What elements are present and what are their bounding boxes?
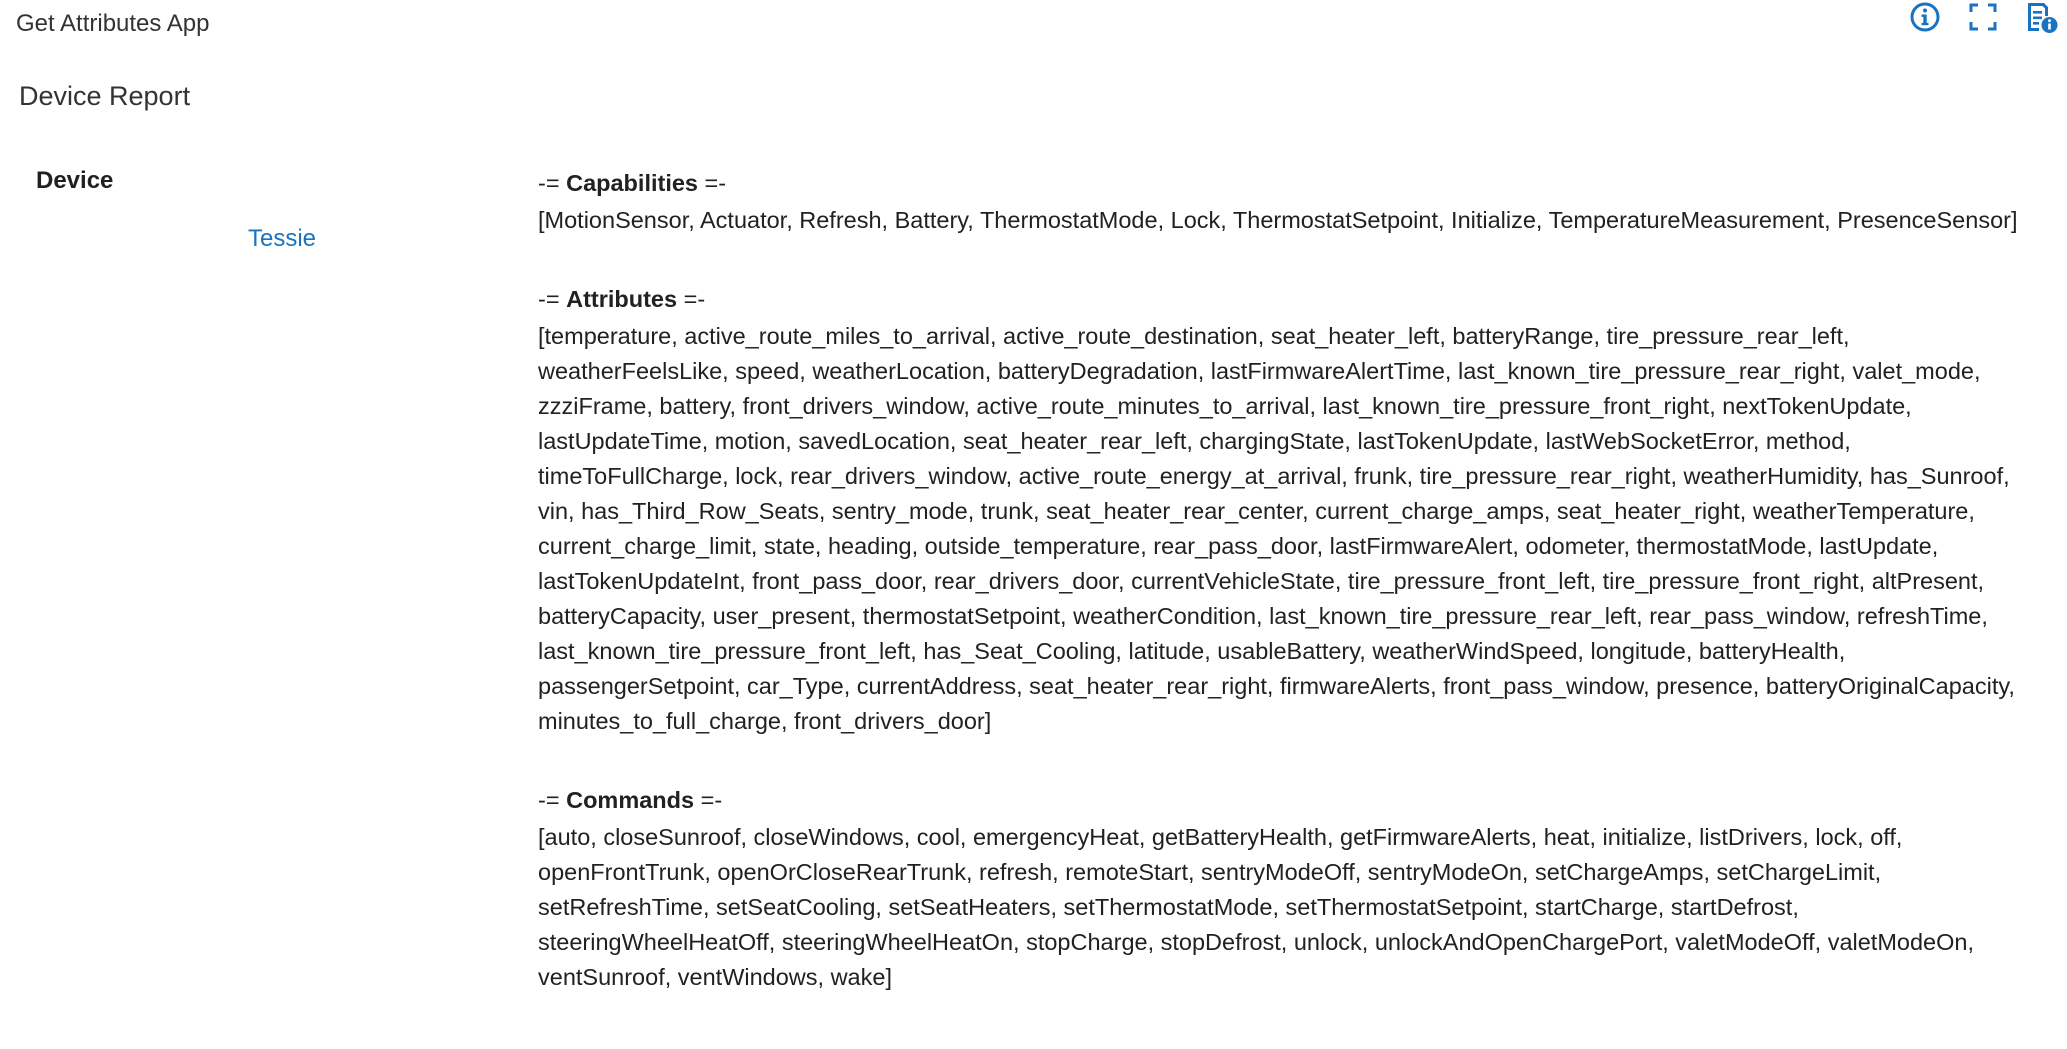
section-title: Attributes [566, 286, 678, 312]
fullscreen-icon[interactable] [1963, 0, 2003, 34]
header-toolbar [1905, 0, 2061, 34]
attributes-section [538, 282, 2038, 739]
section-heading [538, 166, 2038, 201]
commands-section [538, 783, 2038, 995]
heading-prefix: -= [538, 787, 567, 813]
section-title: Commands [566, 787, 695, 813]
attributes-list: [temperature, active_route_miles_to_arrival, active_route_destination, seat_heater_left, batteryRange, tire_pressure_rear_left, weatherFeelsLike, speed, weatherLocation, batteryDegradation, lastFirmwareAlertTime, last_known_tire_pressure_rear_right, valet_mode, zzziFrame, battery, front_drivers_window, active_route_minutes_to_arrival, last_known_tire_pressure_front_right, nextTokenUpdate, lastUpdateTime, motion, savedLocation, seat_heater_rear_left, chargingState, lastTokenUpdate, lastWebSocketError, method, timeToFullCharge, lock, rear_drivers_window, active_route_energy_at_arrival, frunk, tire_pressure_rear_right, weatherHumidity, has_Sunroof, vin, has_Third_Row_Seats, sentry_mode, trunk, seat_heater_rear_center, current_charge_amps, seat_heater_right, weatherTemperature, current_charge_limit, state, heading, outside_temperature, rear_pass_door, lastFirmwareAlert, odometer, thermostatMode, lastUpdate, lastTokenUpdateInt, front_pass_door, rear_drivers_door, currentVehicleState, tire_pressure_front_left, tire_pressure_front_right, altPresent, batteryCapacity, user_present, thermostatSetpoint, weatherCondition, last_known_tire_pressure_rear_left, rear_pass_window, refreshTime, last_known_tire_pressure_front_left, has_Seat_Cooling, latitude, usableBattery, weatherWindSpeed, longitude, batteryHealth, passengerSetpoint, car_Type, currentAddress, seat_heater_rear_right, firmwareAlerts, front_pass_window, presence, batteryOriginalCapacity, minutes_to_full_charge, front_drivers_door] [538, 323, 2015, 734]
capabilities-list: [MotionSensor, Actuator, Refresh, Battery, ThermostatMode, Lock, ThermostatSetpoint, Initialize, TemperatureMeasurement, PresenceSensor] [538, 207, 2018, 233]
section-title: Capabilities [566, 170, 698, 196]
app-details-icon[interactable] [2021, 0, 2061, 34]
device-link[interactable]: Tessie [248, 225, 317, 252]
heading-suffix: =- [694, 787, 723, 813]
device-column-label: Device [36, 167, 114, 194]
heading-prefix: -= [538, 286, 567, 312]
commands-list: [auto, closeSunroof, closeWindows, cool, emergencyHeat, getBatteryHealth, getFirmwareAlerts, heat, initialize, listDrivers, lock, off, openFrontTrunk, openOrCloseRearTrunk, refresh, remoteStart, sentryModeOff, sentryModeOn, setChargeAmps, setChargeLimit, setRefreshTime, setSeatCooling, setSeatHeaters, setThermostatMode, setThermostatSetpoint, startCharge, startDefrost, steeringWheelHeatOff, steeringWheelHeatOn, stopCharge, stopDefrost, unlock, unlockAndOpenChargePort, valetModeOff, valetModeOn, ventSunroof, ventWindows, wake] [538, 824, 1975, 990]
heading-prefix: -= [538, 170, 567, 196]
device-report [538, 166, 2038, 1039]
capabilities-section [538, 166, 2038, 238]
app-title: Get Attributes App [16, 10, 210, 37]
heading-suffix: =- [698, 170, 727, 196]
page-title: Device Report [19, 81, 191, 111]
section-heading [538, 282, 2038, 317]
info-icon[interactable] [1905, 0, 1945, 34]
section-heading [538, 783, 2038, 818]
heading-suffix: =- [677, 286, 706, 312]
